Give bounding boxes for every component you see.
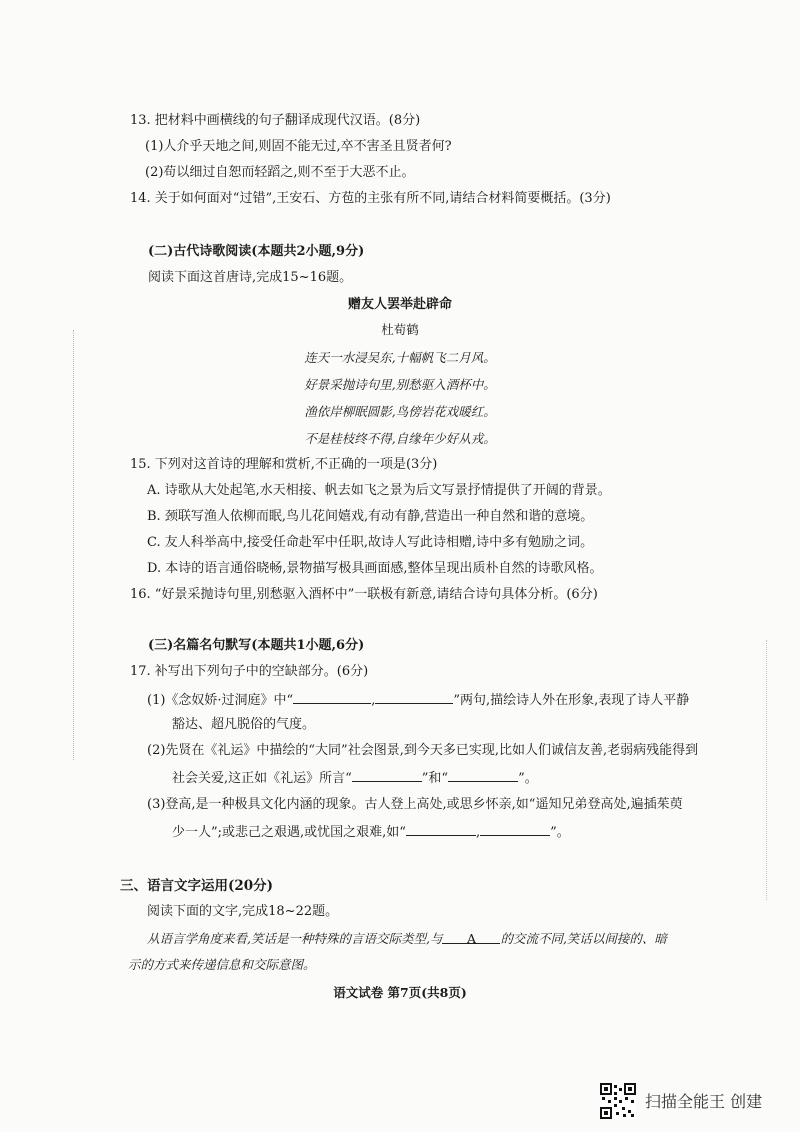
q17-item-1-cont: 豁达、超凡脱俗的气度。 xyxy=(172,717,316,732)
q17-item-3-end: ”。 xyxy=(550,825,570,840)
q17-item-1-separator: , xyxy=(371,693,376,708)
part3-paragraph-line-2: 示的方式来传递信息和交际意图。 xyxy=(128,957,316,972)
q17-stem: 17. 补写出下列句子中的空缺部分。(6分) xyxy=(130,664,369,679)
q17-item-3-cont xyxy=(172,822,570,842)
qr-code-icon xyxy=(600,1083,636,1119)
q17-item-1-prefix: (1)《念奴娇·过洞庭》中“ xyxy=(147,693,294,708)
blank-a[interactable]: A xyxy=(442,930,500,944)
poem-line: 连天一水浸吴东,十幅帆飞二月风。 xyxy=(304,350,496,365)
q13-sentence-2: (2)苟以细过自恕而轻蹈之,则不至于大恶不止。 xyxy=(145,165,415,180)
answer-blank[interactable] xyxy=(406,822,476,836)
q17-item-2-end: ”。 xyxy=(518,771,538,786)
poem-author: 杜荀鹤 xyxy=(381,322,419,337)
q17-item-3-prefix: 少一人”;或悲己之艰遇,或忧国之艰难,如“ xyxy=(172,825,406,840)
answer-blank[interactable] xyxy=(293,690,371,704)
q15-option-b: B. 颈联写渔人依柳而眠,鸟儿花间嬉戏,有动有静,营造出一种自然和谐的意境。 xyxy=(147,509,594,524)
margin-dotted-line xyxy=(766,640,768,900)
q17-item-2-cont xyxy=(172,768,538,788)
q16-stem: 16. “好景采抛诗句里,别愁驱入酒杯中”一联极有新意,请结合诗句具体分析。(6分) xyxy=(130,587,598,602)
part3-paragraph-line-1 xyxy=(147,930,667,948)
part3-paragraph-suffix: 的交流不同,笑话以间接的、暗 xyxy=(500,931,667,946)
poem-title: 赠友人罢举赴辟命 xyxy=(347,297,452,312)
answer-blank[interactable] xyxy=(352,768,422,782)
q17-item-1-suffix: ”两句,描绘诗人外在形象,表现了诗人平静 xyxy=(453,693,690,708)
q17-item-2-middle: ”和“ xyxy=(421,771,449,786)
answer-blank[interactable] xyxy=(375,690,453,704)
q15-option-c: C. 友人科举高中,接受任命赴军中任职,故诗人写此诗相赠,诗中多有勉励之词。 xyxy=(147,535,594,550)
q17-item-1 xyxy=(147,690,689,710)
poem-line: 渔依岸柳眠圆影,鸟傍岩花戏暖红。 xyxy=(304,404,496,419)
q13-sentence-1: (1)人介乎天地之间,则固不能无过,卒不害圣且贤者何? xyxy=(145,139,452,154)
q17-item-2-prefix: 社会关爱,这正如《礼运》所言“ xyxy=(172,771,352,786)
answer-blank[interactable] xyxy=(480,822,550,836)
section-poetry-intro: 阅读下面这首唐诗,完成15~16题。 xyxy=(148,270,353,285)
q14-stem: 14. 关于如何面对“过错”,王安石、方苞的主张有所不同,请结合材料简要概括。(3分) xyxy=(130,191,611,206)
section-dictation-heading: (三)名篇名句默写(本题共1小题,6分) xyxy=(148,638,365,653)
poem-line: 不是桂枝终不得,自缘年少好从戎。 xyxy=(304,431,496,446)
part3-heading: 三、语言文字运用(20分) xyxy=(120,878,274,894)
part3-intro: 阅读下面的文字,完成18~22题。 xyxy=(147,904,339,919)
q15-option-a: A. 诗歌从大处起笔,水天相接、帆去如飞之景为后文写景抒情提供了开阔的背景。 xyxy=(147,483,611,498)
section-poetry-heading: (二)古代诗歌阅读(本题共2小题,9分) xyxy=(148,244,365,259)
part3-paragraph-prefix: 从语言学角度来看,笑话是一种特殊的言语交际类型,与 xyxy=(147,931,443,946)
q15-stem: 15. 下列对这首诗的理解和赏析,不正确的一项是(3分) xyxy=(130,457,438,472)
q17-item-2: (2)先贤在《礼运》中描绘的“大同”社会图景,到今天多已实现,比如人们诚信友善,老弱病残能得到 xyxy=(147,743,699,758)
page-footer: 语文试卷 第7页(共8页) xyxy=(333,985,467,1000)
binding-dotted-line xyxy=(73,330,75,760)
q15-option-d: D. 本诗的语言通俗晓畅,景物描写极具画面感,整体呈现出质朴自然的诗歌风格。 xyxy=(147,561,603,576)
answer-blank[interactable] xyxy=(448,768,518,782)
q17-item-3-separator: , xyxy=(475,825,481,840)
poem-line: 好景采抛诗句里,别愁驱入酒杯中。 xyxy=(304,377,496,392)
q13-stem: 13. 把材料中画横线的句子翻译成现代汉语。(8分) xyxy=(130,113,421,128)
scanner-watermark: 扫描全能王 创建 xyxy=(645,1092,763,1111)
q17-item-3: (3)登高,是一种极具文化内涵的现象。古人登上高处,或思乡怀亲,如“遥知兄弟登高处,遍插茱萸 xyxy=(147,797,683,812)
